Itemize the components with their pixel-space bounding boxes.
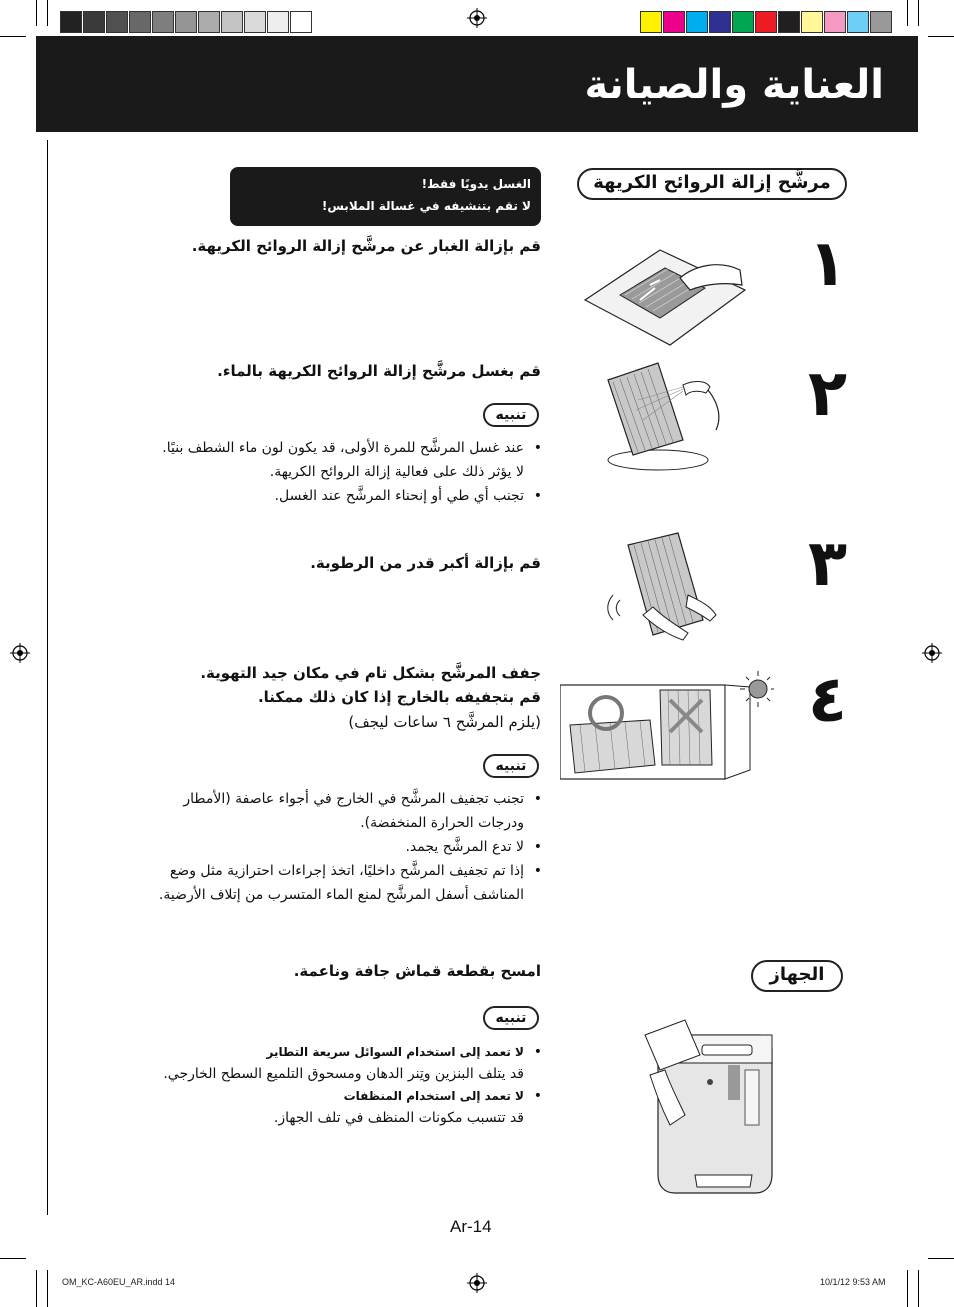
color-swatch — [824, 11, 846, 33]
color-swatch — [198, 11, 220, 33]
note-item: ودرجات الحرارة المنخفضة). — [360, 815, 524, 831]
note-item: • تجنب تجفيف المرشَّح في الخارج في أجواء عاصفة (الأمطار — [102, 787, 542, 811]
step-number: ٤ — [808, 663, 848, 737]
step-number: ١ — [808, 227, 848, 301]
note-item: • عند غسل المرشَّح للمرة الأولى، قد يكون لون ماء الشطف بنيًا. — [102, 436, 542, 460]
color-swatch — [290, 11, 312, 33]
color-swatch — [83, 11, 105, 33]
unit-instruction: امسح بقطعة قماش جافة وناعمة. — [293, 962, 541, 980]
filter-dusting-illustration — [580, 240, 750, 350]
note-list — [102, 787, 542, 907]
step-instruction: قم بإزالة الغبار عن مرشَّح إزالة الروائح الكريهة. — [191, 237, 541, 255]
crop-mark — [0, 1258, 26, 1259]
note-item: قد يتلف البنزين وتِنر الدهان ومسحوق التلميع السطح الخارجي. — [163, 1066, 524, 1082]
note-item: لا يؤثر ذلك على فعالية إزالة الروائح الكريهة. — [269, 464, 524, 480]
step-number: ٢ — [808, 357, 848, 431]
crop-mark — [36, 0, 37, 26]
step-instruction: جفف المرشَّح بشكل تام في مكان جيد التهوية. — [200, 664, 541, 682]
page-number: Ar-14 — [450, 1217, 492, 1236]
color-swatch — [755, 11, 777, 33]
section-title-filter: مرشَّح إزالة الروائح الكريهة — [577, 168, 847, 200]
step-instruction: قم بغسل مرشَّح إزالة الروائح الكريهة بالماء. — [217, 362, 541, 380]
color-swatch — [175, 11, 197, 33]
brand-logo-icon — [707, 1079, 713, 1085]
page-margin-line — [47, 140, 48, 1215]
registration-mark-icon — [467, 1273, 487, 1293]
filter-drying-illustration — [560, 665, 775, 780]
note-item: قد تتسبب مكونات المنظف في تلف الجهاز. — [273, 1110, 524, 1126]
color-swatch — [801, 11, 823, 33]
crop-mark — [907, 1270, 908, 1307]
color-swatch — [686, 11, 708, 33]
color-swatch — [709, 11, 731, 33]
note-label: تنبيه — [483, 1006, 539, 1030]
crop-mark — [918, 0, 919, 26]
note-item: • إذا تم تجفيف المرشَّح داخليًا، اتخذ إجراءات احترازية مثل وضع — [102, 859, 542, 883]
color-swatch — [640, 11, 662, 33]
footer-timestamp: 10/1/12 9:53 AM — [820, 1277, 886, 1287]
caution-line: الغسل يدويًا فقط! — [421, 177, 531, 191]
step-instruction-note: (يلزم المرشَّح ٦ ساعات ليجف) — [348, 713, 541, 731]
note-item: لا تعمد إلى استخدام السوائل سريعة التطاير — [266, 1045, 524, 1059]
section-title-unit: الجهاز — [751, 960, 843, 992]
note-list — [102, 1041, 542, 1129]
crop-mark — [928, 36, 954, 37]
step-number: ٣ — [808, 527, 848, 601]
filter-shaking-illustration — [598, 525, 728, 650]
filter-rinsing-illustration — [598, 355, 748, 475]
step-instruction: قم بإزالة أكبر قدر من الرطوبة. — [310, 554, 541, 572]
note-label: تنبيه — [483, 403, 539, 427]
registration-mark-icon — [922, 643, 942, 663]
caution-line: لا تقم بتنشيفه في غسالة الملابس! — [321, 199, 531, 213]
page-title: العناية والصيانة — [584, 62, 884, 108]
crop-mark — [907, 0, 908, 26]
color-swatch — [106, 11, 128, 33]
color-swatch — [732, 11, 754, 33]
crop-mark — [918, 1270, 919, 1307]
note-item: • تجنب أي طي أو إنحناء المرشَّح عند الغسل. — [102, 484, 542, 508]
step-instruction: قم بتجفيفه بالخارج إذا كان ذلك ممكنا. — [257, 688, 541, 706]
color-swatch — [221, 11, 243, 33]
color-swatch — [847, 11, 869, 33]
color-swatch — [663, 11, 685, 33]
footer-file: OM_KC-A60EU_AR.indd 14 — [62, 1277, 176, 1287]
crop-mark — [36, 1270, 37, 1307]
registration-mark-icon — [10, 643, 30, 663]
air-purifier-illustration — [640, 1015, 785, 1195]
note-item: لا تعمد إلى استخدام المنظفات — [343, 1089, 524, 1103]
crop-mark — [47, 1270, 48, 1307]
crop-mark — [47, 0, 48, 26]
caution-box — [230, 167, 541, 226]
color-swatch — [778, 11, 800, 33]
registration-mark-icon — [467, 8, 487, 28]
note-item: • لا تدع المرشَّح يجمد. — [102, 835, 542, 859]
crop-mark — [0, 36, 26, 37]
color-swatch — [267, 11, 289, 33]
color-swatch — [60, 11, 82, 33]
note-label: تنبيه — [483, 754, 539, 778]
note-item: المناشف أسفل المرشَّح لمنع الماء المتسرب من إتلاف الأرضية. — [158, 887, 524, 903]
color-swatch — [152, 11, 174, 33]
note-list — [102, 436, 542, 508]
color-swatch — [129, 11, 151, 33]
crop-mark — [928, 1258, 954, 1259]
color-swatch — [244, 11, 266, 33]
color-swatch — [870, 11, 892, 33]
